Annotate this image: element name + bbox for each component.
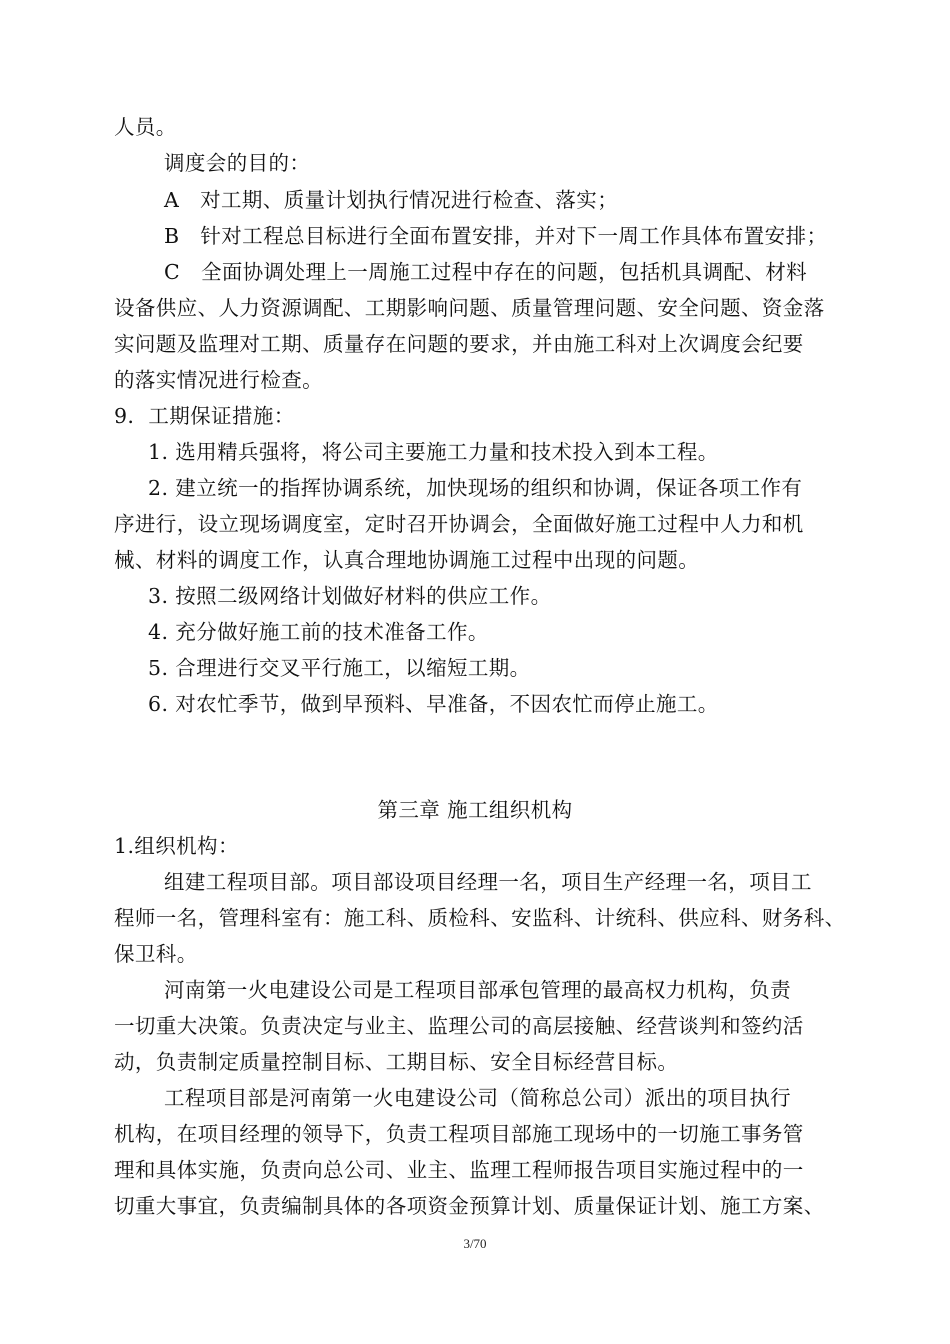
text-line: 理和具体实施，负责向总公司、业主、监理工程师报告项目实施过程中的一 bbox=[114, 1158, 804, 1182]
text-line: 序进行，设立现场调度室，定时召开协调会，全面做好施工过程中人力和机 bbox=[114, 512, 804, 536]
list-item: 2. 建立统一的指挥协调系统，加快现场的组织和协调，保证各项工作有 bbox=[148, 476, 803, 500]
list-item: C 全面协调处理上一周施工过程中存在的问题，包括机具调配、材料 bbox=[164, 260, 808, 284]
text-line: 河南第一火电建设公司是工程项目部承包管理的最高权力机构，负责 bbox=[164, 978, 791, 1002]
list-item: 3. 按照二级网络计划做好材料的供应工作。 bbox=[148, 584, 552, 608]
text-line: 人员。 bbox=[114, 115, 177, 139]
list-item: 5. 合理进行交叉平行施工，以缩短工期。 bbox=[148, 656, 531, 680]
list-item: 4. 充分做好施工前的技术准备工作。 bbox=[148, 620, 489, 644]
text-line: 动，负责制定质量控制目标、工期目标、安全目标经营目标。 bbox=[114, 1050, 679, 1074]
text-line: 组建工程项目部。项目部设项目经理一名，项目生产经理一名，项目工 bbox=[164, 870, 812, 894]
text-line: 保卫科。 bbox=[114, 942, 198, 966]
text-line: 机构，在项目经理的领导下，负责工程项目部施工现场中的一切施工事务管 bbox=[114, 1122, 804, 1146]
text-line: 的落实情况进行检查。 bbox=[114, 368, 323, 392]
text-line: 切重大事宜，负责编制具体的各项资金预算计划、质量保证计划、施工方案、 bbox=[114, 1194, 825, 1218]
section-heading: 9．工期保证措施： bbox=[114, 404, 295, 428]
text-line: 程师一名，管理科室有：施工科、质检科、安监科、计统科、供应科、财务科、 bbox=[114, 906, 846, 930]
chapter-title: 第三章 施工组织机构 bbox=[377, 798, 573, 822]
list-item: 1. 选用精兵强将，将公司主要施工力量和技术投入到本工程。 bbox=[148, 440, 719, 464]
page-number: 3/70 bbox=[463, 1236, 487, 1251]
text-line: 设备供应、人力资源调配、工期影响问题、质量管理问题、安全问题、资金落 bbox=[114, 296, 825, 320]
text-line: 工程项目部是河南第一火电建设公司（简称总公司）派出的项目执行 bbox=[164, 1086, 791, 1110]
text-line: 一切重大决策。负责决定与业主、监理公司的高层接触、经营谈判和签约活 bbox=[114, 1014, 804, 1038]
text-line: 调度会的目的： bbox=[164, 151, 311, 175]
text-line: 实问题及监理对工期、质量存在问题的要求，并由施工科对上次调度会纪要 bbox=[114, 332, 804, 356]
list-item: B 针对工程总目标进行全面布置安排，并对下一周工作具体布置安排； bbox=[164, 224, 828, 248]
list-item: 6. 对农忙季节，做到早预料、早准备，不因农忙而停止施工。 bbox=[148, 692, 719, 716]
list-item: A 对工期、质量计划执行情况进行检查、落实； bbox=[164, 188, 619, 212]
section-heading: 1.组织机构： bbox=[114, 834, 239, 858]
text-line: 械、材料的调度工作，认真合理地协调施工过程中出现的问题。 bbox=[114, 548, 700, 572]
